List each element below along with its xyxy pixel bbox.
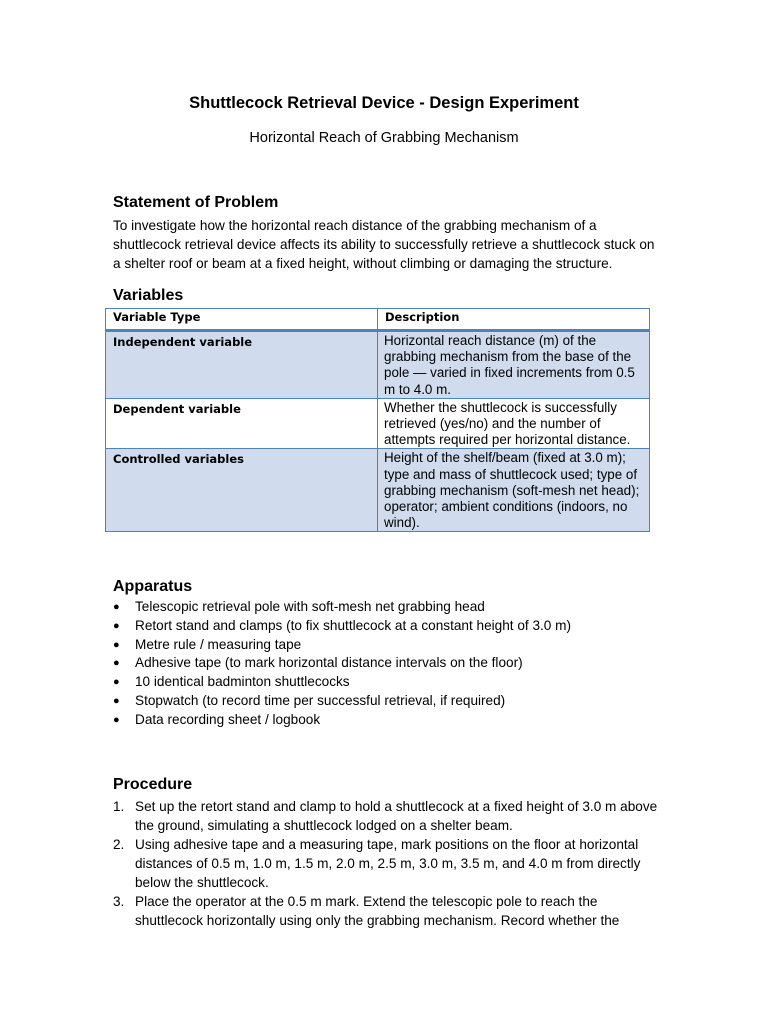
list-item-text: 10 identical badminton shuttlecocks — [135, 674, 350, 690]
variables-table — [105, 308, 650, 532]
list-item — [113, 711, 658, 730]
list-item-text: Data recording sheet / logbook — [135, 711, 321, 727]
list-item — [113, 673, 658, 692]
bullet-icon: ● — [113, 694, 120, 707]
list-item-text: Telescopic retrieval pole with soft-mesh net grabbing head — [135, 599, 485, 614]
procedure-step — [113, 835, 658, 892]
list-item-text: Metre rule / measuring tape — [135, 636, 302, 652]
step-text: Set up the retort stand and clamp to hold a shuttlecock at a fixed height of 3.0 m above the ground, simulating a shuttlecock lodged on a shelter beam. — [135, 799, 658, 833]
bullet-icon: ● — [113, 638, 120, 651]
list-item — [113, 692, 658, 711]
variables-heading: Variables — [113, 287, 184, 304]
list-item — [113, 636, 658, 655]
bullet-icon: ● — [113, 619, 120, 632]
variable-description-cell: Horizontal reach distance (m) of the grabbing mechanism from the base of the pole — varied in fixed increments from 0.5 m to 4.0 m. — [378, 331, 650, 399]
step-number: 2. — [113, 837, 125, 852]
step-text: Using adhesive tape and a measuring tape, mark positions on the floor at horizontal distances of 0.5 m, 1.0 m, 1.5 m, 2.0 m, 2.5 m, 3.0 m, 3.5 m, and 4.0 m from directly below the shuttlecock. — [135, 837, 641, 890]
variable-type-cell: Controlled variables — [106, 449, 378, 532]
problem-heading: Statement of Problem — [113, 194, 279, 211]
table-header-row — [106, 309, 650, 331]
bullet-icon: ● — [113, 676, 120, 689]
list-item — [113, 654, 658, 673]
variable-description-cell: Whether the shuttlecock is successfully retrieved (yes/no) and the number of attempts required per horizontal distance. — [378, 398, 650, 449]
apparatus-heading: Apparatus — [113, 578, 193, 595]
apparatus-list — [113, 598, 658, 730]
variable-type-cell: Dependent variable — [106, 398, 378, 449]
variable-description-cell: Height of the shelf/beam (fixed at 3.0 m); type and mass of shuttlecock used; type of grabbing mechanism (soft-mesh net head); operator; ambient conditions (indoors, no wind). — [378, 449, 650, 532]
list-item-text: Retort stand and clamps (to fix shuttlecock at a constant height of 3.0 m) — [135, 617, 571, 633]
variable-type-cell: Independent variable — [106, 331, 378, 399]
procedure-list — [113, 797, 658, 930]
table-row — [106, 449, 650, 532]
step-text: Place the operator at the 0.5 m mark. Extend the telescopic pole to reach the shuttlecock horizontally using only the grabbing mechanism. Record whether the — [135, 894, 620, 928]
list-item-text: Stopwatch (to record time per successful retrieval, if required) — [135, 692, 506, 708]
list-item — [113, 598, 658, 617]
list-item-text: Adhesive tape (to mark horizontal distance intervals on the floor) — [135, 655, 523, 671]
procedure-step — [113, 892, 658, 930]
header-description: Description — [378, 309, 650, 331]
bullet-icon: ● — [113, 657, 120, 670]
procedure-step — [113, 797, 658, 835]
table-row — [106, 398, 650, 449]
header-variable-type: Variable Type — [106, 309, 378, 331]
table-row — [106, 331, 650, 399]
procedure-heading: Procedure — [113, 776, 193, 793]
step-number: 3. — [113, 894, 125, 909]
bullet-icon: ● — [113, 713, 120, 726]
step-number: 1. — [113, 799, 125, 814]
problem-text: To investigate how the horizontal reach distance of the grabbing mechanism of a shuttlecock retrieval device affects its ability to successfully retrieve a shuttlecock stuck on a shelter roof or beam at a fixed height, without climbing or damaging the structure. — [113, 218, 655, 271]
document-subtitle: Horizontal Reach of Grabbing Mechanism — [249, 130, 519, 146]
list-item — [113, 617, 658, 636]
bullet-icon: ● — [113, 601, 120, 613]
document-title: Shuttlecock Retrieval Device - Design Experiment — [189, 94, 579, 112]
